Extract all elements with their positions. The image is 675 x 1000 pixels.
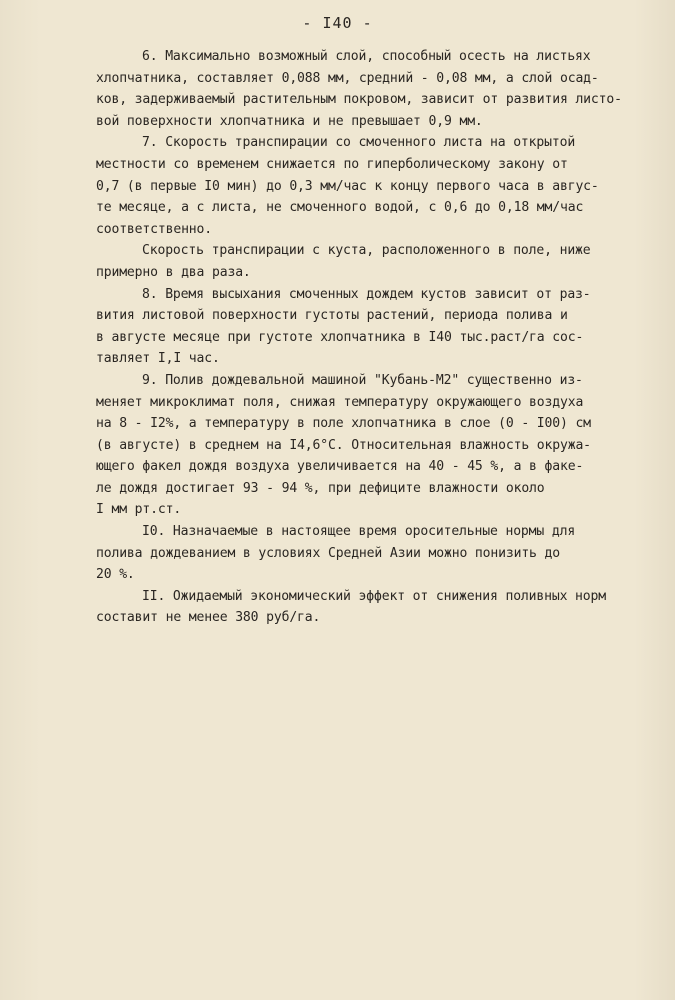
text-line: тавляет I,I час. bbox=[96, 351, 220, 367]
text-line: хлопчатника, составляет 0,088 мм, средний - 0,08 мм, а слой осад- bbox=[96, 70, 599, 86]
text-line: 9. Полив дождевальной машиной "Кубань-М2" существенно из- bbox=[142, 372, 583, 388]
text-line: вой поверхности хлопчатника и не превышает 0,9 мм. bbox=[96, 113, 483, 129]
text-line: ле дождя достигает 93 - 94 %, при дефиците влажности около bbox=[96, 480, 545, 496]
text-line: Скорость транспирации с куста, расположенного в поле, ниже bbox=[142, 243, 591, 259]
text-line: 8. Время высыхания смоченных дождем кустов зависит от раз- bbox=[142, 286, 591, 302]
text-line: II. Ожидаемый экономический эффект от снижения поливных норм bbox=[142, 588, 606, 604]
text-line: I мм рт.ст. bbox=[96, 502, 182, 518]
text-line: вития листовой поверхности густоты растений, периода полива и bbox=[96, 308, 568, 324]
text-line: в августе месяце при густоте хлопчатника в I40 тыс.раст/га сос- bbox=[96, 329, 584, 345]
text-line: 20 %. bbox=[96, 567, 135, 583]
text-line: те месяце, а с листа, не смоченного водой, с 0,6 до 0,18 мм/час bbox=[96, 200, 584, 216]
body-text bbox=[96, 46, 661, 629]
text-line: на 8 - I2%, а температуру в поле хлопчатника в слое (0 - I00) см bbox=[96, 416, 591, 432]
text-line: 7. Скорость транспирации со смоченного листа на открытой bbox=[142, 135, 576, 151]
text-line: полива дождеванием в условиях Средней Азии можно понизить до bbox=[96, 545, 560, 561]
text-line: (в августе) в среднем на I4,6°C. Относительная влажность окружа- bbox=[96, 437, 591, 453]
text-line: примерно в два раза. bbox=[96, 264, 251, 280]
text-line: меняет микроклимат поля, снижая температуру окружающего воздуха bbox=[96, 394, 584, 410]
text-line: 6. Максимально возможный слой, способный осесть на листьях bbox=[142, 49, 591, 64]
text-line: ков, задерживаемый растительным покровом, зависит от развития листо- bbox=[96, 92, 622, 108]
page-number: - I40 - bbox=[302, 14, 373, 32]
text-line: составит не менее 380 руб/га. bbox=[96, 610, 321, 626]
text-line: 0,7 (в первые I0 мин) до 0,3 мм/час к концу первого часа в авгус- bbox=[96, 178, 599, 194]
text-line: соответственно. bbox=[96, 221, 212, 237]
text-line: местности со временем снижается по гиперболическому закону от bbox=[96, 156, 568, 172]
text-line: ющего факел дождя воздуха увеличивается на 40 - 45 %, а в факе- bbox=[96, 459, 584, 475]
text-line: I0. Назначаемые в настоящее время оросительные нормы для bbox=[142, 524, 576, 540]
